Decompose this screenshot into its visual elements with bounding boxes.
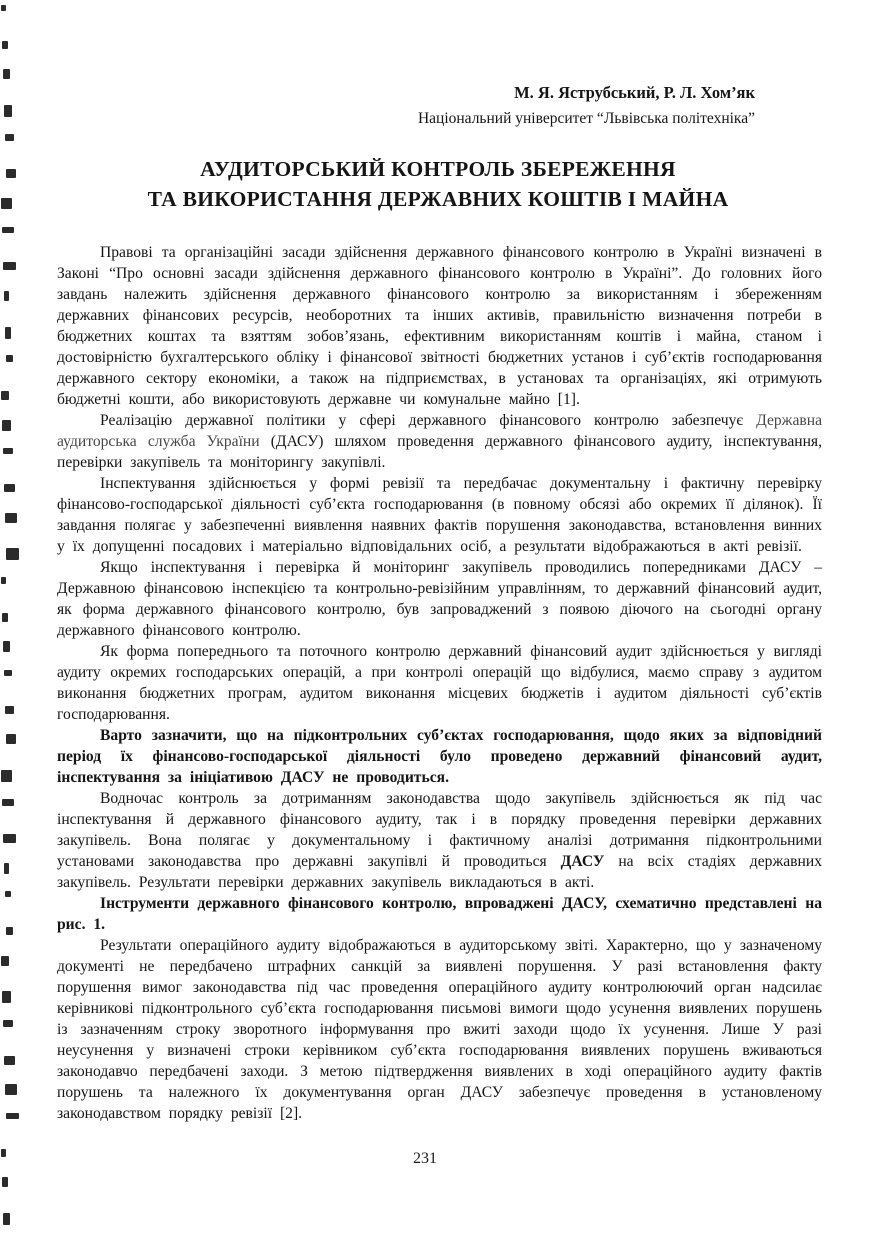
text-run: ДАСУ	[560, 853, 605, 870]
scan-artifact-mark	[5, 513, 17, 523]
scan-artifact-mark	[6, 169, 16, 178]
scan-artifact-mark	[6, 1113, 19, 1119]
scan-artifact-mark	[3, 448, 13, 454]
scan-artifact-mark	[4, 291, 9, 301]
article-body	[57, 242, 822, 1124]
scan-artifact-mark	[3, 1213, 10, 1225]
scan-artifact-mark	[6, 927, 13, 935]
text-run: Інструменти державного фінансового контролю, впроваджені ДАСУ, схематично представлені на рис. 1.	[57, 895, 822, 933]
scan-artifact-mark	[2, 799, 14, 806]
paragraph	[57, 410, 822, 473]
scan-artifact-mark	[2, 420, 11, 431]
scan-artifact-mark	[3, 641, 10, 652]
text-run: Правові та організаційні засади здійснення державного фінансового контролю в Україні визначені в Законі “Про основні засади здійснення державного фінансового контролю в Україні”. До головних його завдань належить здійснення державного фінансового контролю за використанням і збереженням державних фінансових ресурсів, необоротних та інших активів, правильністю визначення потреби в бюджетних коштах та взяттям зобов’язань, ефективним використанням коштів і майна, станом і достовірністю бухгалтерського обліку і фінансової звітності бюджетних установ і суб’єктів господарювання державного сектору економіки, а також на підприємствах, в установах та організаціях, які отримують бюджетні кошти, або використовують державне чи комунальне майно [1].	[57, 244, 822, 408]
scan-artifact-mark	[4, 1056, 15, 1065]
text-run: Якщо інспектування і перевірка й моніторинг закупівель проводились попередниками ДАСУ – Державною фінансовою інспекцією та контрольно-ревізійним управлінням, то державний фінансовий аудит, як форма державного фінансового контролю, був запроваджений з появою діючого на сьогодні органу державного фінансового контролю.	[57, 559, 822, 639]
paragraph	[57, 935, 822, 1124]
scan-artifact-mark	[2, 227, 14, 233]
scan-artifact-mark	[1, 5, 6, 11]
scan-artifact-mark	[3, 1020, 13, 1027]
scan-artifact-mark	[3, 69, 10, 79]
authors-line: М. Я. Яструбський, Р. Л. Хом’як	[514, 83, 755, 102]
scan-artifact-mark	[5, 891, 11, 897]
text-run: на всіх стадіях державних закупівель. Результати перевірки державних закупівель викладаються в акті.	[57, 853, 823, 891]
scan-artifact-mark	[4, 863, 9, 874]
text-run: (ДАСУ) шляхом проведення державного фінансового аудиту, інспектування, перевірки закупівель та моніторингу закупівлі.	[57, 433, 822, 471]
scan-artifact-mark	[4, 484, 15, 492]
article-title	[0, 154, 876, 214]
scan-artifact-mark	[2, 991, 11, 1003]
scan-artifact-mark	[2, 1177, 8, 1187]
text-run: Водночас контроль за дотриманням законодавства щодо закупівель здійснюється як під час інспектування й державного фінансового аудиту, так і в порядку проведення перевірки державних закупівель. Вона полягає у документальному і фактичному аналізі дотримання підконтрольними установами законодавства про державні закупівлі й проводиться	[57, 790, 822, 870]
text-run: Результати операційного аудиту відображаються в аудиторському звіті. Характерно, що у зазначеному документі не передбачено штрафних санкцій за виявлені порушення. У разі встановлення факту порушення вимог законодавства під час проведення операційного аудиту контролюючий орган надсилає керівникові підконтрольного суб’єкта господарювання письмові вимоги щодо усунення виявлених порушень із зазначенням строку зворотного інформування про вжиті заходи щодо їх усунення. Лише У разі неусунення у визначені строки керівником суб’єкта господарювання виявлених порушень вживаються законодавчо передбачені заходи. З метою підтвердження виявлених в ході операційного аудиту фактів порушень та належного їх документування орган ДАСУ забезпечує проведення в установленому законодавством порядку ревізії [2].	[57, 937, 822, 1122]
scan-artifact-mark	[6, 355, 13, 362]
scan-artifact-mark	[3, 834, 16, 843]
page-number: 231	[413, 1150, 437, 1167]
scan-artifact-mark	[3, 262, 16, 270]
scan-artifact-mark	[4, 670, 12, 676]
scan-artifact-mark	[1, 391, 9, 400]
paragraph	[57, 788, 822, 893]
scan-artifact-mark	[6, 734, 16, 744]
scan-artifact-mark	[5, 706, 14, 714]
scan-artifact-mark	[1, 577, 6, 584]
scan-artifact-mark	[1, 956, 9, 966]
scan-artifact-mark	[4, 105, 12, 117]
affiliation-line: Національний університет “Львівська політехніка”	[417, 110, 755, 127]
paragraph	[57, 473, 822, 557]
scan-artifact-mark	[2, 613, 8, 622]
paragraph	[57, 725, 822, 788]
scan-artifact-mark	[5, 134, 14, 141]
paragraph	[57, 557, 822, 641]
text-run: Реалізацію державної політики у сфері державного фінансового контролю забезпечує	[100, 412, 757, 429]
scan-artifact-mark	[1, 198, 12, 209]
paragraph	[57, 641, 822, 725]
article-title-line-2: ТА ВИКОРИСТАННЯ ДЕРЖАВНИХ КОШТІВ І МАЙНА	[147, 187, 729, 211]
text-run: Державна аудиторська служба України	[57, 412, 822, 450]
scan-artifact-mark	[6, 548, 19, 560]
byline-block	[0, 0, 876, 127]
article-title-line-1: АУДИТОРСЬКИЙ КОНТРОЛЬ ЗБЕРЕЖЕННЯ	[200, 157, 676, 181]
paragraph	[57, 893, 822, 935]
scan-artifact-mark	[1, 770, 12, 782]
paragraph	[57, 242, 822, 410]
text-run: Варто зазначити, що на підконтрольних суб’єктах господарювання, щодо яких за відповідний період їх фінансово-господарської діяльності було проведено державний фінансовий аудит, інспектування за ініціативою ДАСУ не проводиться.	[57, 727, 822, 786]
text-run: Як форма попереднього та поточного контролю державний фінансовий аудит здійснюється у вигляді аудиту окремих господарських операцій, а при контролі операцій що відбулися, маємо справу з аудитом виконання бюджетних програм, аудитом виконання місцевих бюджетів і аудитом діяльності суб’єктів господарювання.	[57, 643, 822, 723]
scan-artifact-mark	[2, 41, 8, 49]
text-run: Інспектування здійснюється у формі ревізії та передбачає документальну і фактичну перевірку фінансово-господарської діяльності суб’єкта господарювання (в повному обсязі або окремих її ділянок). Її завдання полягає у забезпеченні виявлення наявних фактів порушення законодавства, встановлення винних у їх допущенні посадових і матеріально відповідальних осіб, а результати відображаються в акті ревізії.	[57, 475, 822, 555]
left-edge-scan-artifacts	[0, 0, 20, 1240]
scan-artifact-mark	[5, 327, 11, 339]
scan-artifact-mark	[5, 1084, 17, 1095]
